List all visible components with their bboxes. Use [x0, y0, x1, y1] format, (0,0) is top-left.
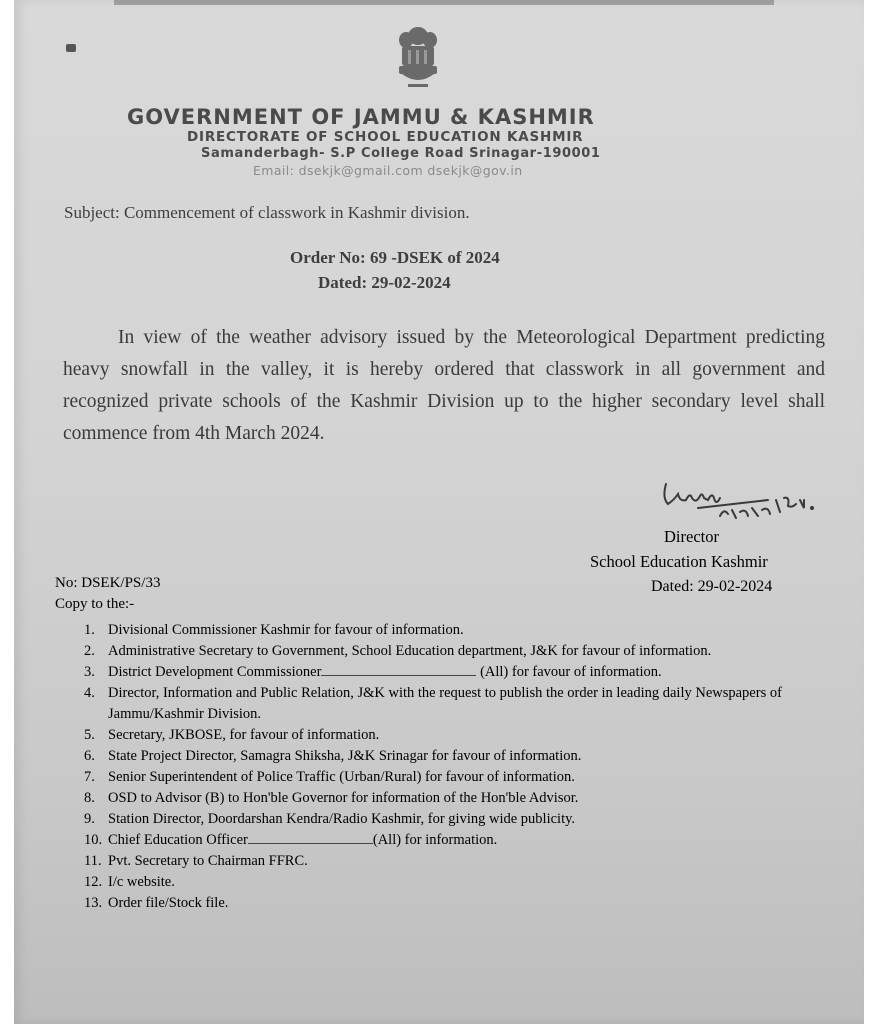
reference-number: No: DSEK/PS/33	[55, 575, 161, 591]
list-item: 9. Station Director, Doordarshan Kendra/Radio Kashmir, for giving wide publicity.	[84, 811, 576, 827]
subject-line: Subject: Commencement of classwork in Kashmir division.	[64, 203, 470, 222]
list-item: 7. Senior Superintendent of Police Traffic (Urban/Rural) for favour of information.	[84, 769, 575, 785]
order-number: Order No: 69 -DSEK of 2024	[290, 248, 500, 267]
list-item: 8. OSD to Advisor (B) to Hon'ble Governor for information of the Hon'ble Advisor.	[84, 790, 579, 806]
copy-to-label: Copy to the:-	[55, 596, 135, 612]
list-item: 10. Chief Education Officer (All) for information.	[84, 832, 498, 848]
list-item: 12. I/c website.	[84, 874, 175, 890]
order-body: In view of the weather advisory issued by the Meteorological Department predicting heavy snowfall in the valley, it is hereby ordered that classwork in all government and recognized private schools of the Kashmir Division up to the higher secondary level shall commence from 4th March 2024.	[63, 327, 825, 444]
list-item: 13. Order file/Stock file.	[84, 895, 229, 911]
signature-date: Dated: 29-02-2024	[651, 578, 773, 595]
government-title: GOVERNMENT OF JAMMU & KASHMIR	[127, 105, 595, 129]
order-date: Dated: 29-02-2024	[318, 273, 451, 292]
signatory-department: School Education Kashmir	[590, 552, 768, 571]
national-emblem-icon	[394, 22, 442, 92]
office-address: Samanderbagh- S.P College Road Srinagar-190001	[201, 146, 601, 161]
directorate-name: DIRECTORATE OF SCHOOL EDUCATION KASHMIR	[187, 129, 584, 145]
list-item: 1. Divisional Commissioner Kashmir for favour of information.	[84, 622, 464, 638]
fill-blank	[321, 674, 476, 676]
list-item: 5. Secretary, JKBOSE, for favour of information.	[84, 727, 380, 743]
fill-blank	[248, 842, 373, 844]
office-email: Email: dsekjk@gmail.com dsekjk@gov.in	[253, 163, 523, 178]
paper-edge	[114, 0, 774, 5]
list-item: 6. State Project Director, Samagra Shiksha, J&K Srinagar for favour of information.	[84, 748, 582, 764]
list-item: 4. Director, Information and Public Relation, J&K with the request to publish the order in leading daily Newspapers of Jammu/Kashmir Division.	[84, 685, 782, 722]
list-item: 11. Pvt. Secretary to Chairman FFRC.	[84, 853, 308, 869]
signatory-designation: Director	[664, 527, 719, 546]
signature-icon	[658, 478, 818, 526]
list-item: 2. Administrative Secretary to Government, School Education department, J&K for favour of information.	[84, 643, 712, 659]
punch-mark	[66, 44, 76, 52]
copy-to-list	[84, 620, 824, 914]
list-item: 3. District Development Commissioner (All) for favour of information.	[84, 664, 662, 680]
